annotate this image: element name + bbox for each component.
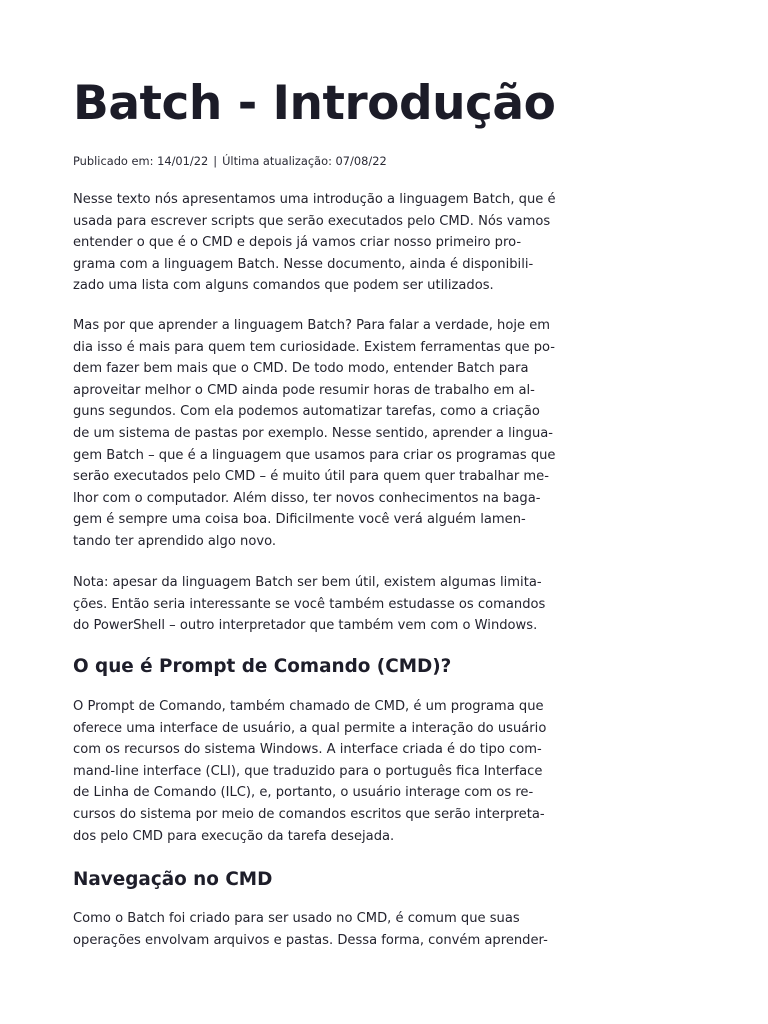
text-line: mand-line interface (CLI), que traduzido para o português fica Interface [73,763,543,779]
text-line: dos pelo CMD para execução da tarefa desejada. [73,828,395,844]
text-line: operações envolvam arquivos e pastas. Dessa forma, convém aprender- [73,932,548,948]
updated-label: Última atualização: [222,154,332,168]
text-line: do PowerShell – outro interpretador que também vem com o Windows. [73,618,538,634]
page-title: Batch - Introdução [73,76,556,131]
intro-paragraph [73,189,556,297]
note-paragraph [73,572,545,637]
text-line: ções. Então seria interessante se você também estudasse os comandos [73,596,546,612]
published-label: Publicado em: [73,154,154,168]
text-line: de um sistema de pastas por exemplo. Nesse sentido, aprender a lingua- [73,425,554,441]
published-date: 14/01/22 [157,154,209,168]
text-line: de Linha de Comando (ILC), e, portanto, o usuário interage com os re- [73,785,534,801]
updated-date: 07/08/22 [335,154,387,168]
text-line: gem é sempre uma coisa boa. Dificilmente você verá alguém lamen- [73,512,526,528]
text-line: entender o que é o CMD e depois já vamos criar nosso primeiro pro- [73,235,522,251]
text-line: guns segundos. Com ela podemos automatizar tarefas, como a criação [73,404,540,420]
publication-meta [73,153,387,169]
text-line: Nota: apesar da linguagem Batch ser bem útil, existem algumas limita- [73,575,542,590]
text-line: Como o Batch foi criado para ser usado no CMD, é comum que suas [73,911,520,926]
heading-what-is-cmd: O que é Prompt de Comando (CMD)? [73,656,452,677]
text-line: Mas por que aprender a linguagem Batch? Para falar a verdade, hoje em [73,318,551,333]
text-line: tando ter aprendido algo novo. [73,533,277,549]
meta-separator: | [213,154,218,168]
why-batch-paragraph [73,315,556,553]
text-line: serão executados pelo CMD – é muito útil para quem quer trabalhar me- [73,469,549,485]
text-line: lhor com o computador. Além disso, ter novos conhecimentos na baga- [73,490,541,506]
text-line: zado uma lista com alguns comandos que podem ser utilizados. [73,278,494,294]
heading-navigation-cmd: Navegação no CMD [73,869,273,890]
text-line: oferece uma interface de usuário, a qual permite a interação do usuário [73,720,547,736]
text-line: dia isso é mais para quem tem curiosidade. Existem ferramentas que po- [73,339,556,355]
text-line: O Prompt de Comando, também chamado de CMD, é um programa que [73,699,544,714]
text-line: Nesse texto nós apresentamos uma introdução a linguagem Batch, que é [73,192,556,207]
text-line: grama com a linguagem Batch. Nesse documento, ainda é disponibili- [73,256,534,272]
text-line: dem fazer bem mais que o CMD. De todo modo, entender Batch para [73,361,529,377]
text-line: cursos do sistema por meio de comandos escritos que serão interpreta- [73,806,545,822]
navigation-paragraph [73,908,548,951]
cmd-paragraph [73,696,546,847]
text-line: usada para escrever scripts que serão executados pelo CMD. Nós vamos [73,213,551,229]
text-line: com os recursos do sistema Windows. A interface criada é do tipo com- [73,742,542,758]
text-line: aproveitar melhor o CMD ainda pode resumir horas de trabalho em al- [73,382,535,398]
text-line: gem Batch – que é a linguagem que usamos para criar os programas que [73,447,556,463]
